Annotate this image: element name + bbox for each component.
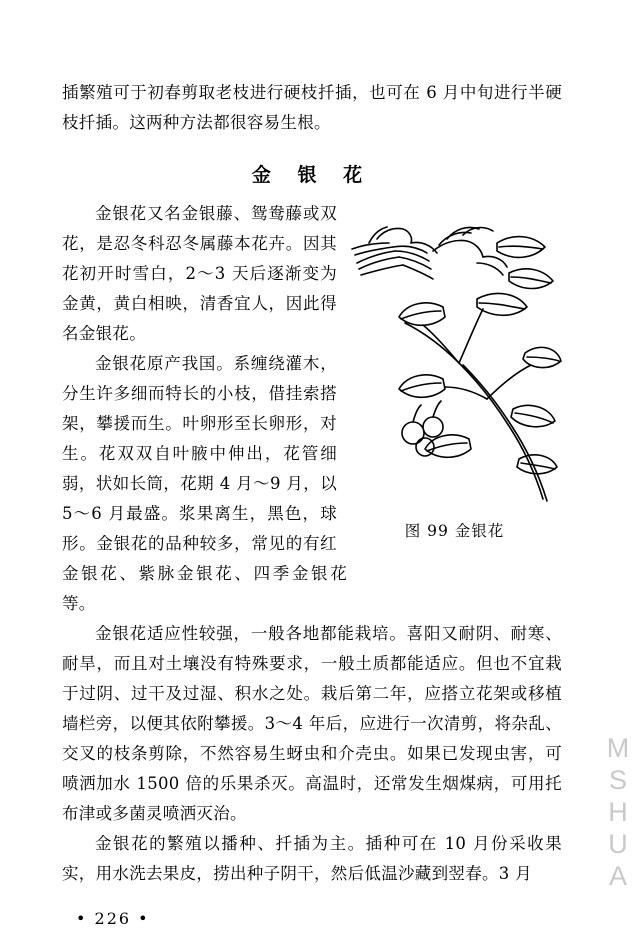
figure-honeysuckle xyxy=(347,203,562,541)
honeysuckle-line-drawing-icon xyxy=(347,203,562,513)
paragraph-4: 金银花的繁殖以播种、扦插为主。插种可在 10 月份采收果实，用水洗去果皮，捞出种子阴干，然后低温沙藏到翌春。3 月 xyxy=(62,834,562,883)
paragraph-3: 金银花适应性较强，一般各地都能栽培。喜阳又耐阴、耐寒、耐旱，而且对土壤没有特殊要求，一般土质都能适应。但也不宜栽于过阴、过干及过湿、积水之处。栽后第二年，应搭立花架或移植墙栏旁，以便其依附攀援。3～4 年后，应进行一次清剪，将杂乱、交叉的枝条剪除，不然容易生蚜虫和介壳虫。如果已发现虫害，可喷洒加水 1500 倍的乐果杀灭。高温时，还常发生烟煤病，可用托布津或多菌灵喷洒灭治。 xyxy=(62,624,562,823)
figure-caption: 图 99 金银花 xyxy=(404,522,505,540)
page-content xyxy=(62,78,562,928)
paragraph-2: 金银花原产我国。系缠绕灌木，分生许多细而特长的小枝，借挂索搭架，攀援而生。叶卵形至长卵形，对生。花双双自叶腋中伸出，花管细弱，状如长筒，花期 4 月～9 月，以 5～6 月最盛。浆果离生，黑色，球形。金银花的品种较多，常见的有红金银花、紫脉金银花、四季金银花等。 xyxy=(62,354,347,613)
watermark-text: MSHUA xyxy=(603,733,633,893)
section-body xyxy=(62,199,562,889)
intro-paragraph: 插繁殖可于初春剪取老枝进行硬枝扦插，也可在 6 月中旬进行半硬枝扦插。这两种方法都很容易生根。 xyxy=(62,83,562,132)
section-title: 金 银 花 xyxy=(251,164,373,186)
page-number: • 226 • xyxy=(76,909,150,928)
paragraph-1: 金银花又名金银藤、鸳鸯藤或双花，是忍冬科忍冬属藤本花卉。因其花初开时雪白，2～3 天后逐渐变为金黄，黄白相映，清香宜人，因此得名金银花。 xyxy=(62,204,337,343)
